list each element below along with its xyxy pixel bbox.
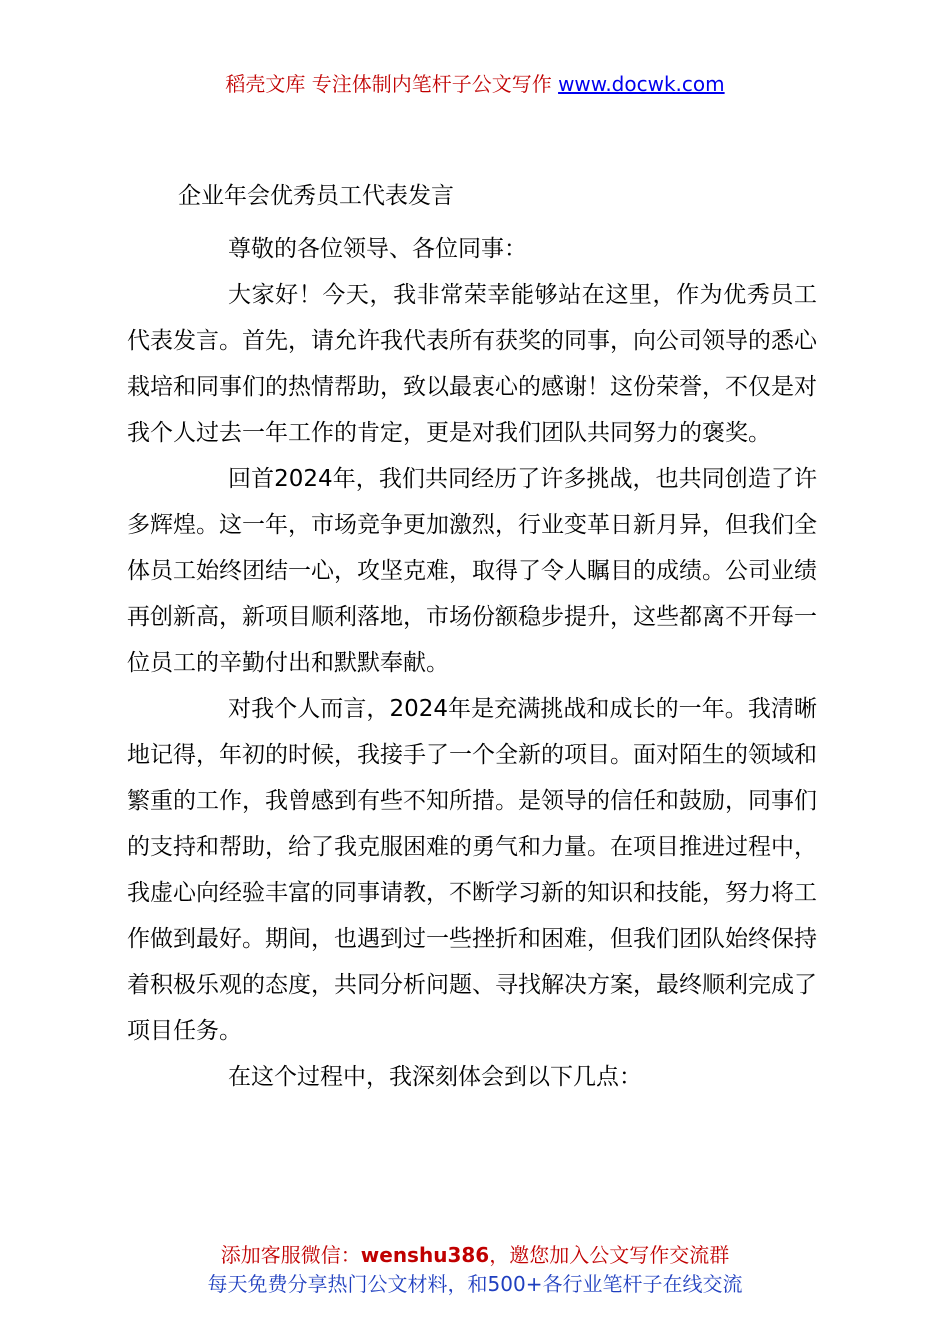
paragraph: 在这个过程中，我深刻体会到以下几点： xyxy=(228,1064,642,1090)
paragraph: 大家好！今天，我非常荣幸能够站在这里，作为优秀员工代表发言。首先，请允许我代表所有获奖的同事，向公司领导的悉心栽培和同事们的热情帮助，致以最衷心的感谢！这份荣誉，不仅是对我个人过去一年工作的肯定，更是对我们团队共同努力的褒奖。 xyxy=(127,282,817,446)
page-header xyxy=(0,68,950,100)
footer-suffix: ，邀您加入公文写作交流群 xyxy=(489,1243,730,1267)
page-footer xyxy=(0,1241,950,1299)
footer-contact-line xyxy=(0,1241,950,1270)
site-link[interactable]: www.docwk.com xyxy=(558,72,725,96)
document-body xyxy=(127,226,817,1100)
header-tagline: 专注体制内笔杆子公文写作 xyxy=(311,72,552,96)
salutation: 尊敬的各位领导、各位同事： xyxy=(228,236,527,262)
paragraph: 回首2024年，我们共同经历了许多挑战，也共同创造了许多辉煌。这一年，市场竞争更加激烈，行业变革日新月异，但我们全体员工始终团结一心，攻坚克难，取得了令人瞩目的成绩。公司业绩再创新高，新项目顺利落地，市场份额稳步提升，这些都离不开每一位员工的辛勤付出和默默奉献。 xyxy=(127,466,817,676)
wechat-id: wenshu386 xyxy=(360,1243,490,1267)
brand-name: 稻壳文库 xyxy=(225,72,306,96)
footer-prefix: 添加客服微信： xyxy=(220,1243,361,1267)
paragraph: 对我个人而言，2024年是充满挑战和成长的一年。我清晰地记得，年初的时候，我接手了一个全新的项目。面对陌生的领域和繁重的工作，我曾感到有些不知所措。是领导的信任和鼓励，同事们的支持和帮助，给了我克服困难的勇气和力量。在项目推进过程中，我虚心向经验丰富的同事请教，不断学习新的知识和技能，努力将工作做到最好。期间，也遇到过一些挫折和困难，但我们团队始终保持着积极乐观的态度，共同分析问题、寻找解决方案，最终顺利完成了项目任务。 xyxy=(127,696,817,1044)
document-title: 企业年会优秀员工代表发言 xyxy=(178,183,454,209)
footer-promo-line: 每天免费分享热门公文材料，和500+各行业笔杆子在线交流 xyxy=(207,1272,743,1296)
